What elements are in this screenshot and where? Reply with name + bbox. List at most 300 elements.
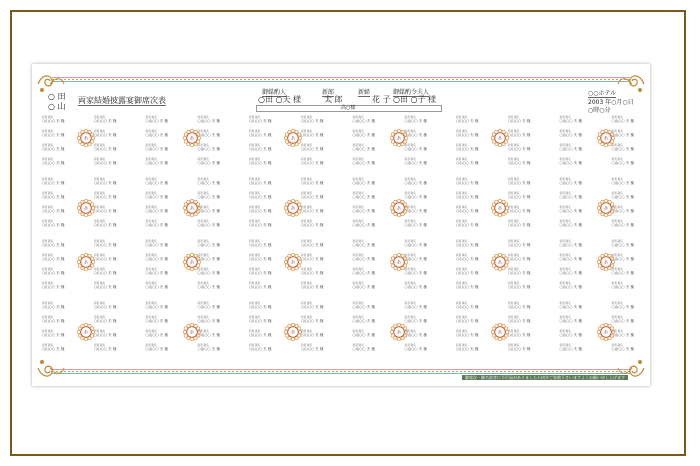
guest-name: ○山○○ 夫 様 — [611, 347, 634, 351]
guest-name: ○山○○ 夫 様 — [404, 243, 427, 247]
guest-title: 肩書 御名 — [42, 240, 54, 243]
guest-seat — [249, 116, 271, 124]
guest-name: ○山○○ 夫 様 — [301, 271, 324, 275]
guest-name: ○山○○ 夫 様 — [42, 223, 65, 227]
table-flower-icon — [596, 322, 616, 342]
guest-seat — [94, 116, 116, 124]
guest-title: 肩書 御名 — [145, 302, 157, 305]
guest-name: ○山○○ 夫 様 — [94, 195, 117, 199]
guest-seat — [94, 158, 116, 166]
guest-title: 肩書 御名 — [404, 254, 416, 257]
guest-seat — [249, 192, 271, 200]
guest-name: ○山○○ 夫 様 — [352, 243, 375, 247]
table-label: あ — [603, 136, 608, 142]
guest-title: 肩書 御名 — [559, 144, 571, 147]
guest-table — [146, 178, 250, 240]
guest-seat — [353, 178, 375, 186]
guest-title: 肩書 御名 — [611, 254, 623, 257]
guest-name: ○山○○ 夫 様 — [508, 119, 531, 123]
table-label: あ — [497, 260, 503, 266]
head-table-label: 高○様 — [341, 105, 356, 111]
table-flower-icon — [490, 322, 510, 342]
guest-title: 肩書 御名 — [145, 268, 157, 271]
guest-title: 肩書 御名 — [197, 240, 209, 243]
guest-seat — [508, 240, 530, 248]
guest-seat — [456, 158, 478, 166]
guest-title: 肩書 御名 — [94, 116, 106, 119]
guest-name: ○山○○ 夫 様 — [559, 319, 582, 323]
guest-title: 肩書 御名 — [94, 158, 106, 161]
guest-seat — [508, 220, 530, 228]
guest-title: 肩書 御名 — [352, 254, 364, 257]
guest-name: ○山○○ 夫 様 — [145, 257, 168, 261]
guest-name: ○山○○ 夫 様 — [145, 223, 168, 227]
guest-title: 肩書 御名 — [559, 158, 571, 161]
table-flower-icon — [182, 198, 202, 218]
guest-title: 肩書 御名 — [404, 192, 416, 195]
guest-name: ○山○○ 夫 様 — [42, 257, 65, 261]
guest-seat — [249, 316, 271, 324]
guest-title: 肩書 御名 — [301, 240, 313, 243]
guest-title: 肩書 御名 — [94, 130, 106, 133]
guest-title: 肩書 御名 — [404, 130, 416, 133]
guest-name: ○山○○ 夫 様 — [352, 209, 375, 213]
guest-name: ○山○○ 夫 様 — [42, 181, 65, 185]
guest-title: 肩書 御名 — [94, 178, 106, 181]
guest-seat — [508, 268, 530, 276]
guest-seat — [560, 144, 582, 152]
guest-title: 肩書 御名 — [94, 254, 106, 257]
guest-name: ○山○○ 夫 様 — [249, 285, 272, 289]
guest-seat — [94, 330, 116, 338]
guest-seat — [301, 206, 323, 214]
guest-seat — [612, 282, 634, 290]
guest-name: ○山○○ 夫 様 — [197, 319, 220, 323]
guest-seat — [146, 144, 168, 152]
guest-title: 肩書 御名 — [249, 268, 261, 271]
guest-title: 肩書 御名 — [145, 144, 157, 147]
guest-seat — [353, 130, 375, 138]
guest-name: ○山○○ 夫 様 — [197, 243, 220, 247]
guest-name: ○山○○ 夫 様 — [559, 181, 582, 185]
guest-title: 肩書 御名 — [249, 330, 261, 333]
guest-title: 肩書 御名 — [352, 130, 364, 133]
guest-seat — [42, 254, 64, 262]
guest-title: 肩書 御名 — [145, 344, 157, 347]
guest-title: 肩書 御名 — [456, 344, 468, 347]
guest-seat — [456, 282, 478, 290]
guest-name: ○山○○ 夫 様 — [611, 147, 634, 151]
guest-table — [42, 178, 146, 240]
guest-seat — [94, 178, 116, 186]
guest-name: ○山○○ 夫 様 — [456, 319, 479, 323]
guest-seat — [456, 330, 478, 338]
guest-title: 肩書 御名 — [508, 344, 520, 347]
guest-name: ○山○○ 夫 様 — [94, 243, 117, 247]
table-label: あ — [396, 330, 401, 336]
guest-name: ○山○○ 夫 様 — [42, 347, 65, 351]
guest-title: 肩書 御名 — [456, 282, 468, 285]
guest-seat — [405, 220, 427, 228]
guest-seat — [456, 144, 478, 152]
table-flower-icon — [76, 198, 96, 218]
guest-title: 肩書 御名 — [404, 268, 416, 271]
guest-title: 肩書 御名 — [94, 316, 106, 319]
guest-seat — [146, 330, 168, 338]
guest-title: 肩書 御名 — [145, 206, 157, 209]
guest-title: 肩書 御名 — [42, 330, 54, 333]
guest-name: ○山○○ 夫 様 — [94, 271, 117, 275]
guest-title: 肩書 御名 — [352, 240, 364, 243]
guest-seat — [249, 158, 271, 166]
guest-name: ○山○○ 夫 様 — [611, 285, 634, 289]
guest-seat — [612, 178, 634, 186]
guest-name: ○山○○ 夫 様 — [352, 119, 375, 123]
guest-seat — [94, 302, 116, 310]
guest-name: ○山○○ 夫 様 — [197, 257, 220, 261]
guest-name: ○山○○ 夫 様 — [611, 223, 634, 227]
guest-name: ○山○○ 夫 様 — [42, 195, 65, 199]
guest-seat — [508, 158, 530, 166]
table-flower-icon — [389, 322, 409, 342]
guest-seat — [612, 220, 634, 228]
table-flower-icon — [283, 128, 303, 148]
guest-name: ○山○○ 夫 様 — [301, 133, 324, 137]
guest-name: ○山○○ 夫 様 — [559, 209, 582, 213]
guest-seat — [42, 344, 64, 352]
guest-seat — [301, 158, 323, 166]
guest-name: ○山○○ 夫 様 — [145, 285, 168, 289]
guest-name: ○山○○ 夫 様 — [94, 119, 117, 123]
guest-seat — [456, 192, 478, 200]
guest-name: ○山○○ 夫 様 — [197, 271, 220, 275]
table-label: あ — [189, 330, 194, 336]
guest-seat — [42, 282, 64, 290]
guest-table — [353, 240, 457, 302]
guest-table — [146, 240, 250, 302]
table-label: あ — [396, 260, 401, 266]
guest-seat — [612, 240, 634, 248]
guest-seat — [508, 116, 530, 124]
guest-title: 肩書 御名 — [456, 254, 468, 257]
guest-seat — [353, 220, 375, 228]
guest-name: ○山○○ 夫 様 — [508, 305, 531, 309]
guest-name: ○山○○ 夫 様 — [249, 271, 272, 275]
guest-title: 肩書 御名 — [301, 158, 313, 161]
guest-name: ○山○○ 夫 様 — [197, 223, 220, 227]
guest-seat — [94, 144, 116, 152]
guest-name: ○山○○ 夫 様 — [145, 319, 168, 323]
guest-seat — [508, 144, 530, 152]
guest-name: ○山○○ 夫 様 — [145, 333, 168, 337]
guest-name: ○山○○ 夫 様 — [145, 133, 168, 137]
guest-name: ○山○○ 夫 様 — [611, 271, 634, 275]
guest-table — [42, 240, 146, 302]
guest-name: ○山○○ 夫 様 — [94, 223, 117, 227]
guest-seat — [560, 254, 582, 262]
guest-name: ○山○○ 夫 様 — [197, 209, 220, 213]
guest-seat — [249, 178, 271, 186]
guest-title: 肩書 御名 — [42, 220, 54, 223]
guest-title: 肩書 御名 — [197, 144, 209, 147]
guest-name: ○山○○ 夫 様 — [197, 181, 220, 185]
guest-name: ○山○○ 夫 様 — [145, 181, 168, 185]
guest-title: 肩書 御名 — [508, 282, 520, 285]
table-flower-icon — [283, 322, 303, 342]
guest-seat — [301, 116, 323, 124]
guest-seat — [405, 116, 427, 124]
guest-name: ○山○○ 夫 様 — [145, 161, 168, 165]
guest-title: 肩書 御名 — [352, 178, 364, 181]
guest-title: 肩書 御名 — [197, 302, 209, 305]
guest-seat — [353, 254, 375, 262]
guest-seat — [42, 330, 64, 338]
guest-table — [456, 178, 560, 240]
table-flower-icon — [182, 128, 202, 148]
table-label: あ — [497, 330, 503, 336]
guest-name: ○山○○ 夫 様 — [145, 243, 168, 247]
guest-title: 肩書 御名 — [145, 330, 157, 333]
guest-table — [42, 302, 146, 364]
guest-name: ○山○○ 夫 様 — [456, 243, 479, 247]
table-label: あ — [83, 260, 89, 266]
guest-title: 肩書 御名 — [559, 282, 571, 285]
guest-seat — [353, 116, 375, 124]
guest-name: ○山○○ 夫 様 — [456, 119, 479, 123]
guest-name: ○山○○ 夫 様 — [301, 285, 324, 289]
guest-name: ○山○○ 夫 様 — [456, 333, 479, 337]
guest-name: ○山○○ 夫 様 — [508, 319, 531, 323]
guest-seat — [612, 116, 634, 124]
guest-name: ○山○○ 夫 様 — [456, 133, 479, 137]
guest-name: ○山○○ 夫 様 — [145, 119, 168, 123]
guest-seat — [146, 116, 168, 124]
guest-title: 肩書 御名 — [611, 268, 623, 271]
guest-name: ○山○○ 夫 様 — [559, 257, 582, 261]
table-label: あ — [189, 206, 194, 212]
guest-name: ○山○○ 夫 様 — [508, 133, 531, 137]
guest-title: 肩書 御名 — [404, 116, 416, 119]
guest-seat — [249, 220, 271, 228]
guest-name: ○山○○ 夫 様 — [94, 133, 117, 137]
guest-name: ○山○○ 夫 様 — [301, 347, 324, 351]
guest-seat — [249, 130, 271, 138]
guest-title: 肩書 御名 — [94, 144, 106, 147]
guest-name: ○山○○ 夫 様 — [197, 285, 220, 289]
guest-title: 肩書 御名 — [94, 240, 106, 243]
family-name-1: ○ 田 — [48, 92, 66, 101]
guest-title: 肩書 御名 — [42, 178, 54, 181]
guest-name: ○山○○ 夫 様 — [249, 319, 272, 323]
guest-name: ○山○○ 夫 様 — [42, 285, 65, 289]
guest-title: 肩書 御名 — [456, 158, 468, 161]
guest-name: ○山○○ 夫 様 — [249, 209, 272, 213]
guest-seat — [42, 206, 64, 214]
guest-name: ○山○○ 夫 様 — [611, 319, 634, 323]
guest-title: 肩書 御名 — [456, 268, 468, 271]
guest-name: ○山○○ 夫 様 — [42, 133, 65, 137]
guest-title: 肩書 御名 — [559, 192, 571, 195]
guest-title: 肩書 御名 — [94, 282, 106, 285]
guest-name: ○山○○ 夫 様 — [611, 333, 634, 337]
guest-title: 肩書 御名 — [301, 268, 313, 271]
guest-name: ○山○○ 夫 様 — [404, 319, 427, 323]
family-name-2: ○ 山 — [48, 102, 66, 111]
guest-seat — [42, 178, 64, 186]
guest-seat — [508, 178, 530, 186]
guest-seat — [508, 192, 530, 200]
guest-title: 肩書 御名 — [249, 192, 261, 195]
guest-seat — [560, 316, 582, 324]
guest-title: 肩書 御名 — [301, 282, 313, 285]
guest-title: 肩書 御名 — [145, 220, 157, 223]
guest-seat — [456, 316, 478, 324]
guest-name: ○山○○ 夫 様 — [508, 223, 531, 227]
table-flower-icon — [283, 252, 303, 272]
guest-title: 肩書 御名 — [559, 130, 571, 133]
table-flower-icon — [389, 128, 409, 148]
guest-name: ○山○○ 夫 様 — [404, 347, 427, 351]
guest-name: ○山○○ 夫 様 — [456, 181, 479, 185]
guest-name: ○山○○ 夫 様 — [301, 161, 324, 165]
guest-title: 肩書 御名 — [404, 178, 416, 181]
guest-title: 肩書 御名 — [197, 282, 209, 285]
guest-table — [249, 178, 353, 240]
guest-name: ○山○○ 夫 様 — [94, 285, 117, 289]
guest-name: ○山○○ 夫 様 — [42, 243, 65, 247]
table-label: あ — [396, 136, 401, 142]
guest-seat — [456, 268, 478, 276]
guest-table — [146, 116, 250, 178]
guest-name: ○山○○ 夫 様 — [508, 243, 531, 247]
guest-title: 肩書 御名 — [145, 130, 157, 133]
venue: ○○ホテル — [588, 90, 617, 97]
host-label: 御媒酌令夫人 — [393, 89, 430, 96]
guest-name: ○山○○ 夫 様 — [559, 333, 582, 337]
guest-title: 肩書 御名 — [197, 254, 209, 257]
guest-seat — [353, 344, 375, 352]
guest-seat — [301, 130, 323, 138]
guest-name: ○山○○ 夫 様 — [249, 147, 272, 151]
guest-seat — [198, 282, 220, 290]
guest-name: ○山○○ 夫 様 — [456, 209, 479, 213]
guest-seat — [42, 220, 64, 228]
guest-title: 肩書 御名 — [404, 282, 416, 285]
guest-seat — [249, 282, 271, 290]
guest-name: ○山○○ 夫 様 — [42, 333, 65, 337]
guest-seat — [560, 268, 582, 276]
table-label: あ — [83, 206, 89, 212]
guest-title: 肩書 御名 — [611, 178, 623, 181]
guest-title: 肩書 御名 — [145, 282, 157, 285]
guest-seat — [146, 192, 168, 200]
guest-name: ○山○○ 夫 様 — [404, 305, 427, 309]
guest-name: ○山○○ 夫 様 — [559, 119, 582, 123]
guest-seat — [42, 268, 64, 276]
guest-name: ○山○○ 夫 様 — [508, 195, 531, 199]
guest-name: ○山○○ 夫 様 — [249, 133, 272, 137]
guest-seat — [94, 316, 116, 324]
guest-name: ○山○○ 夫 様 — [94, 319, 117, 323]
guest-name: ○山○○ 夫 様 — [42, 147, 65, 151]
guest-table — [249, 116, 353, 178]
guest-title: 肩書 御名 — [611, 158, 623, 161]
guest-title: 肩書 御名 — [559, 240, 571, 243]
guest-name: ○山○○ 夫 様 — [249, 181, 272, 185]
guest-table — [353, 116, 457, 178]
guest-title: 肩書 御名 — [145, 158, 157, 161]
guest-title: 肩書 御名 — [559, 268, 571, 271]
guest-title: 肩書 御名 — [42, 206, 54, 209]
guest-seat — [508, 254, 530, 262]
guest-seat — [560, 130, 582, 138]
guest-seat — [456, 344, 478, 352]
guest-title: 肩書 御名 — [508, 178, 520, 181]
guest-title: 肩書 御名 — [508, 220, 520, 223]
guest-title: 肩書 御名 — [352, 116, 364, 119]
guest-name: ○山○○ 夫 様 — [611, 181, 634, 185]
guest-title: 肩書 御名 — [301, 116, 313, 119]
guest-name: ○山○○ 夫 様 — [249, 119, 272, 123]
guest-seat — [301, 220, 323, 228]
guest-name: ○山○○ 夫 様 — [456, 223, 479, 227]
guest-name: ○山○○ 夫 様 — [559, 347, 582, 351]
guest-name: ○山○○ 夫 様 — [456, 147, 479, 151]
guest-title: 肩書 御名 — [94, 192, 106, 195]
guest-title: 肩書 御名 — [352, 144, 364, 147]
guest-title: 肩書 御名 — [508, 144, 520, 147]
guest-seat — [42, 192, 64, 200]
guest-title: 肩書 御名 — [456, 206, 468, 209]
table-label: あ — [189, 260, 194, 266]
guest-name: ○山○○ 夫 様 — [404, 271, 427, 275]
guest-title: 肩書 御名 — [301, 316, 313, 319]
guest-title: 肩書 御名 — [404, 220, 416, 223]
guest-name: ○山○○ 夫 様 — [611, 209, 634, 213]
guest-table — [146, 302, 250, 364]
guest-seat — [94, 220, 116, 228]
guest-seat — [456, 254, 478, 262]
guest-seat — [94, 268, 116, 276]
guest-seat — [146, 302, 168, 310]
guest-title: 肩書 御名 — [508, 116, 520, 119]
guest-title: 肩書 御名 — [456, 130, 468, 133]
table-label: あ — [603, 206, 608, 212]
guest-seat — [42, 130, 64, 138]
table-flower-icon — [490, 198, 510, 218]
guest-name: ○山○○ 夫 様 — [404, 285, 427, 289]
guest-name: ○山○○ 夫 様 — [352, 181, 375, 185]
guest-seat — [301, 192, 323, 200]
guest-title: 肩書 御名 — [508, 302, 520, 305]
guest-seat — [508, 302, 530, 310]
guest-name: ○山○○ 夫 様 — [611, 243, 634, 247]
guest-table — [560, 116, 651, 178]
guest-table — [249, 240, 353, 302]
guest-name: ○山○○ 夫 様 — [197, 195, 220, 199]
guest-name: ○山○○ 夫 様 — [404, 161, 427, 165]
guest-seat — [198, 240, 220, 248]
guest-seat — [560, 220, 582, 228]
guest-title: 肩書 御名 — [197, 206, 209, 209]
guest-seat — [612, 158, 634, 166]
guest-title: 肩書 御名 — [42, 130, 54, 133]
guest-seat — [146, 158, 168, 166]
table-flower-icon — [76, 322, 96, 342]
footer-note: 御席次・御名前等に不行届がありましたら何卒ご容赦下さいますようお願い申し上げます — [462, 375, 628, 380]
guest-name: ○山○○ 夫 様 — [559, 161, 582, 165]
guest-name: ○山○○ 夫 様 — [352, 305, 375, 309]
